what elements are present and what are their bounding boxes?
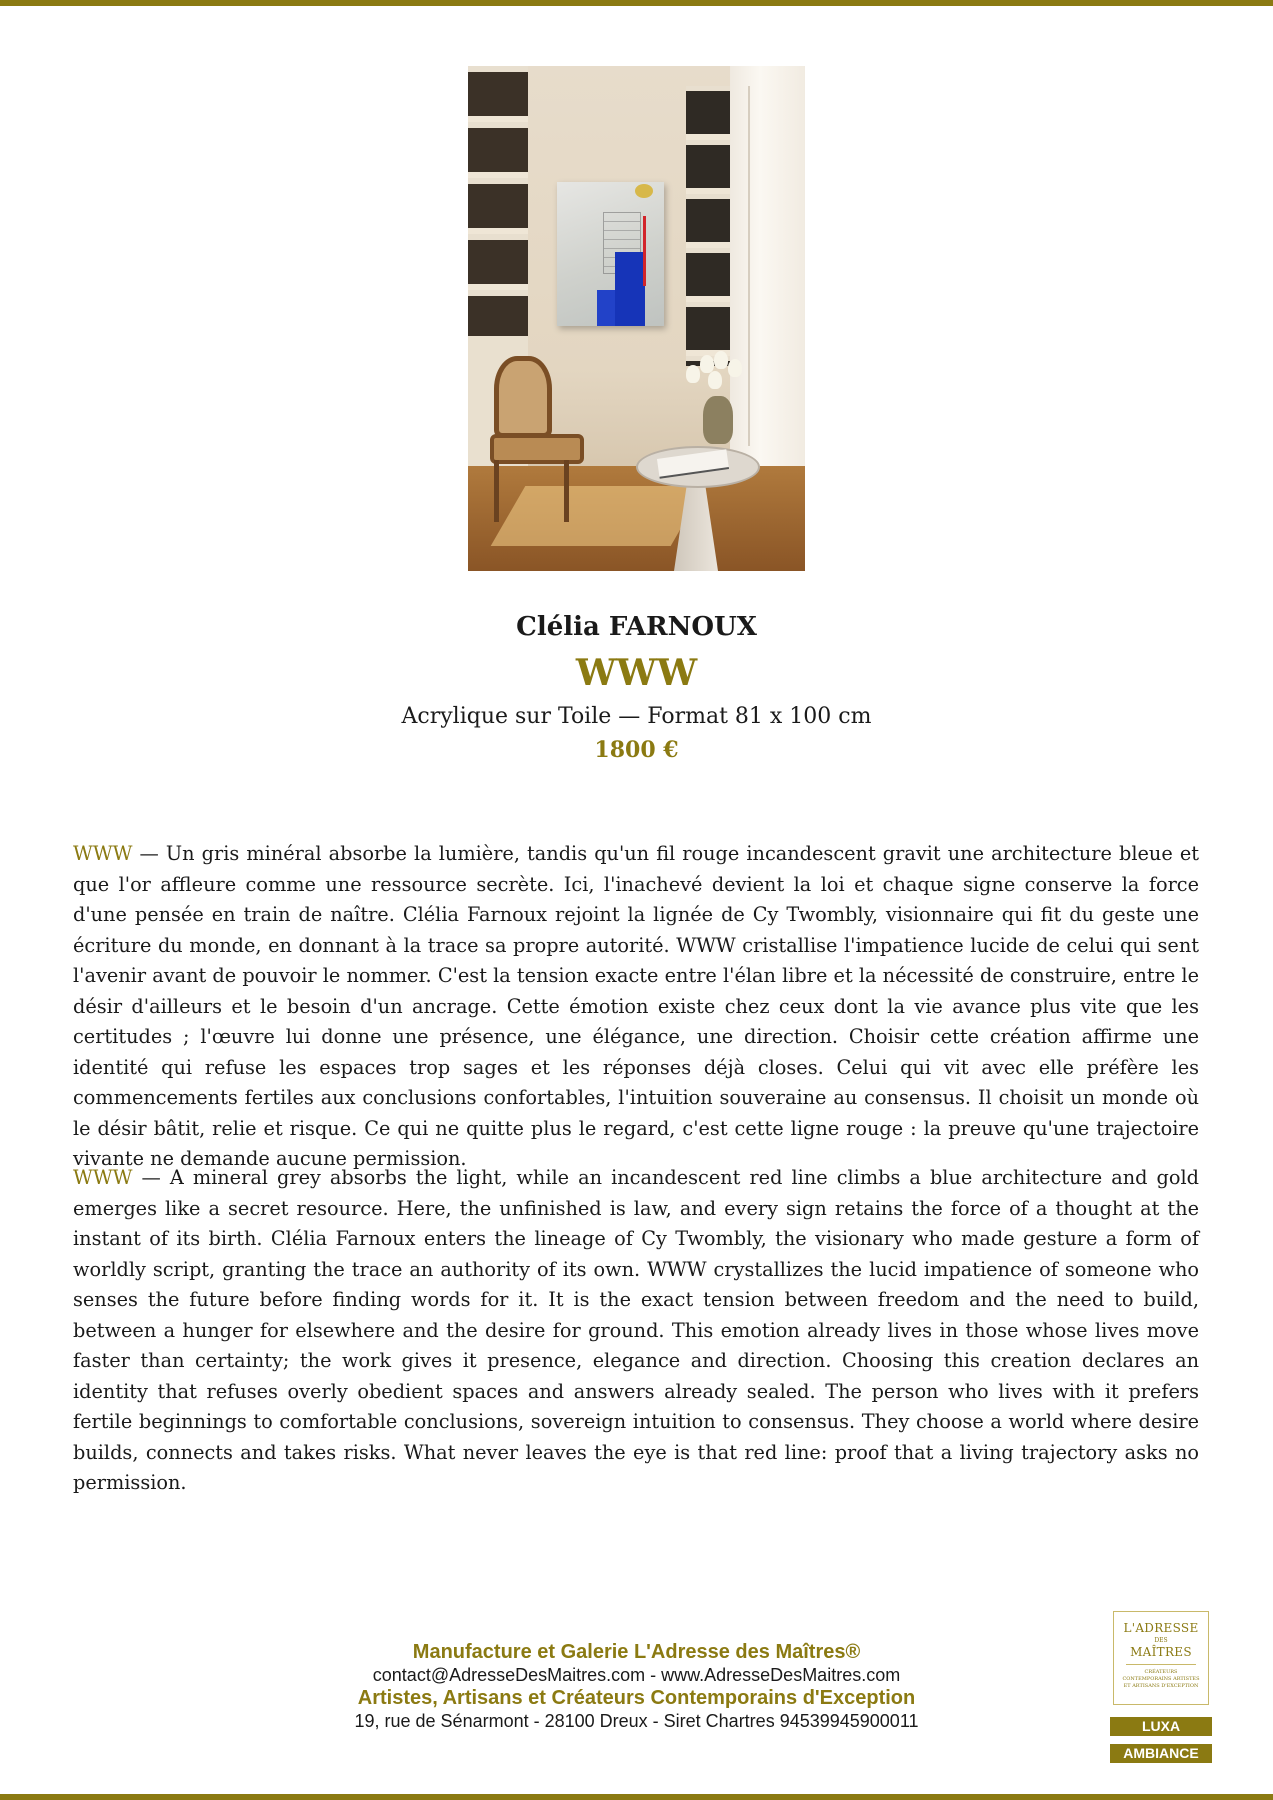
logo-line: MAÎTRES	[1130, 1645, 1192, 1659]
painting	[557, 182, 664, 326]
description-text: — A mineral grey absorbs the light, while an incandescent red line climbs a blue architecture and gold emerges like a secret resource. Here, the unfinished is law, and every sign retains the force of a thought at the instant of its birth. Clélia Farnoux enters the lineage of Cy Twombly, the visionary who made gesture a form of worldly script, granting the trace an authority of its own. WWW crystallizes the lucid impatience of someone who senses the future before finding words for it. It is the exact tension between freedom and the need to build, between a hunger for elsewhere and the desire for ground. This emotion already lives in those whose lives move faster than certainty; the work gives it presence, elegance and direction. Choosing this creation declares an identity that refuses overly obedient spaces and answers already sealed. The person who lives with it prefers fertile beginnings to comfortable conclusions, sovereign intuition to consensus. They choose a world where desire builds, connects and takes risks. What never leaves the eye is that red line: proof that a living trajectory asks no permission.	[73, 1166, 1199, 1494]
artwork-medium: Acrylique sur Toile — Format 81 x 100 cm	[401, 704, 872, 729]
top-border	[0, 0, 1273, 6]
description-lead: WWW	[73, 842, 133, 865]
gallery-address: 19, rue de Sénarmont - 28100 Dreux - Siret Chartres 94539945900011	[354, 1711, 919, 1731]
bottom-border	[0, 1794, 1273, 1800]
description-lead: WWW	[73, 1166, 133, 1189]
vase	[703, 396, 733, 444]
side-table	[636, 446, 756, 571]
chair	[486, 356, 581, 526]
contact-line: contact@AdresseDesMaitres.com - www.AdresseDesMaitres.com	[372, 1665, 901, 1685]
description-text: — Un gris minéral absorbe la lumière, tandis qu'un fil rouge incandescent gravit une architecture bleue et que l'or affleure comme une ressource secrète. Ici, l'inachevé devient la loi et chaque signe conserve la force d'une pensée en train de naître. Clélia Farnoux rejoint la lignée de Cy Twombly, visionnaire qui fit du geste une écriture du monde, en donnant à la trace sa propre autorité. WWW cristallise l'impatience lucide de celui qui sent l'avenir avant de pouvoir le nommer. C'est la tension exacte entre l'élan libre et la nécessité de construire, entre le désir d'ailleurs et le besoin d'un ancrage. Cette émotion existe chez ceux dont la vie avance plus vite que les certitudes ; l'œuvre lui donne une présence, une élégance, une direction. Choisir cette création affirme une identité qui refuse les espaces trop sages et les réponses déjà closes. Celui qui vit avec elle préfère les commencements fertiles aux conclusions confortables, l'intuition souveraine au consensus. Il choisit un monde où le désir bâtit, relie et risque. Ce qui ne quitte plus le regard, c'est cette ligne rouge : la preuve qu'une trajectoire vivante ne demande aucune permission.	[73, 842, 1199, 1170]
description-french	[73, 839, 1199, 1175]
gallery-name: Manufacture et Galerie L'Adresse des Maîtres®	[412, 1641, 861, 1663]
badge-luxa: LUXA	[1110, 1717, 1212, 1736]
gallery-logo	[1113, 1611, 1209, 1705]
logo-line: CRÉATEURS CONTEMPORAINS ARTISTES ET ARTISANS D'EXCEPTION	[1122, 1669, 1200, 1689]
description-english	[73, 1163, 1199, 1499]
artwork-title: WWW	[575, 652, 698, 694]
artwork-room-photo	[468, 66, 805, 571]
logo-line: L'ADRESSE	[1123, 1621, 1199, 1635]
footer	[0, 1640, 1273, 1732]
logo-line: DES	[1154, 1637, 1168, 1644]
artwork-price: 1800 €	[594, 737, 679, 763]
artist-name: Clélia FARNOUX	[516, 612, 757, 642]
badge-ambiance: AMBIANCE	[1110, 1744, 1212, 1763]
gallery-tagline: Artistes, Artisans et Créateurs Contemporains d'Exception	[357, 1687, 916, 1709]
